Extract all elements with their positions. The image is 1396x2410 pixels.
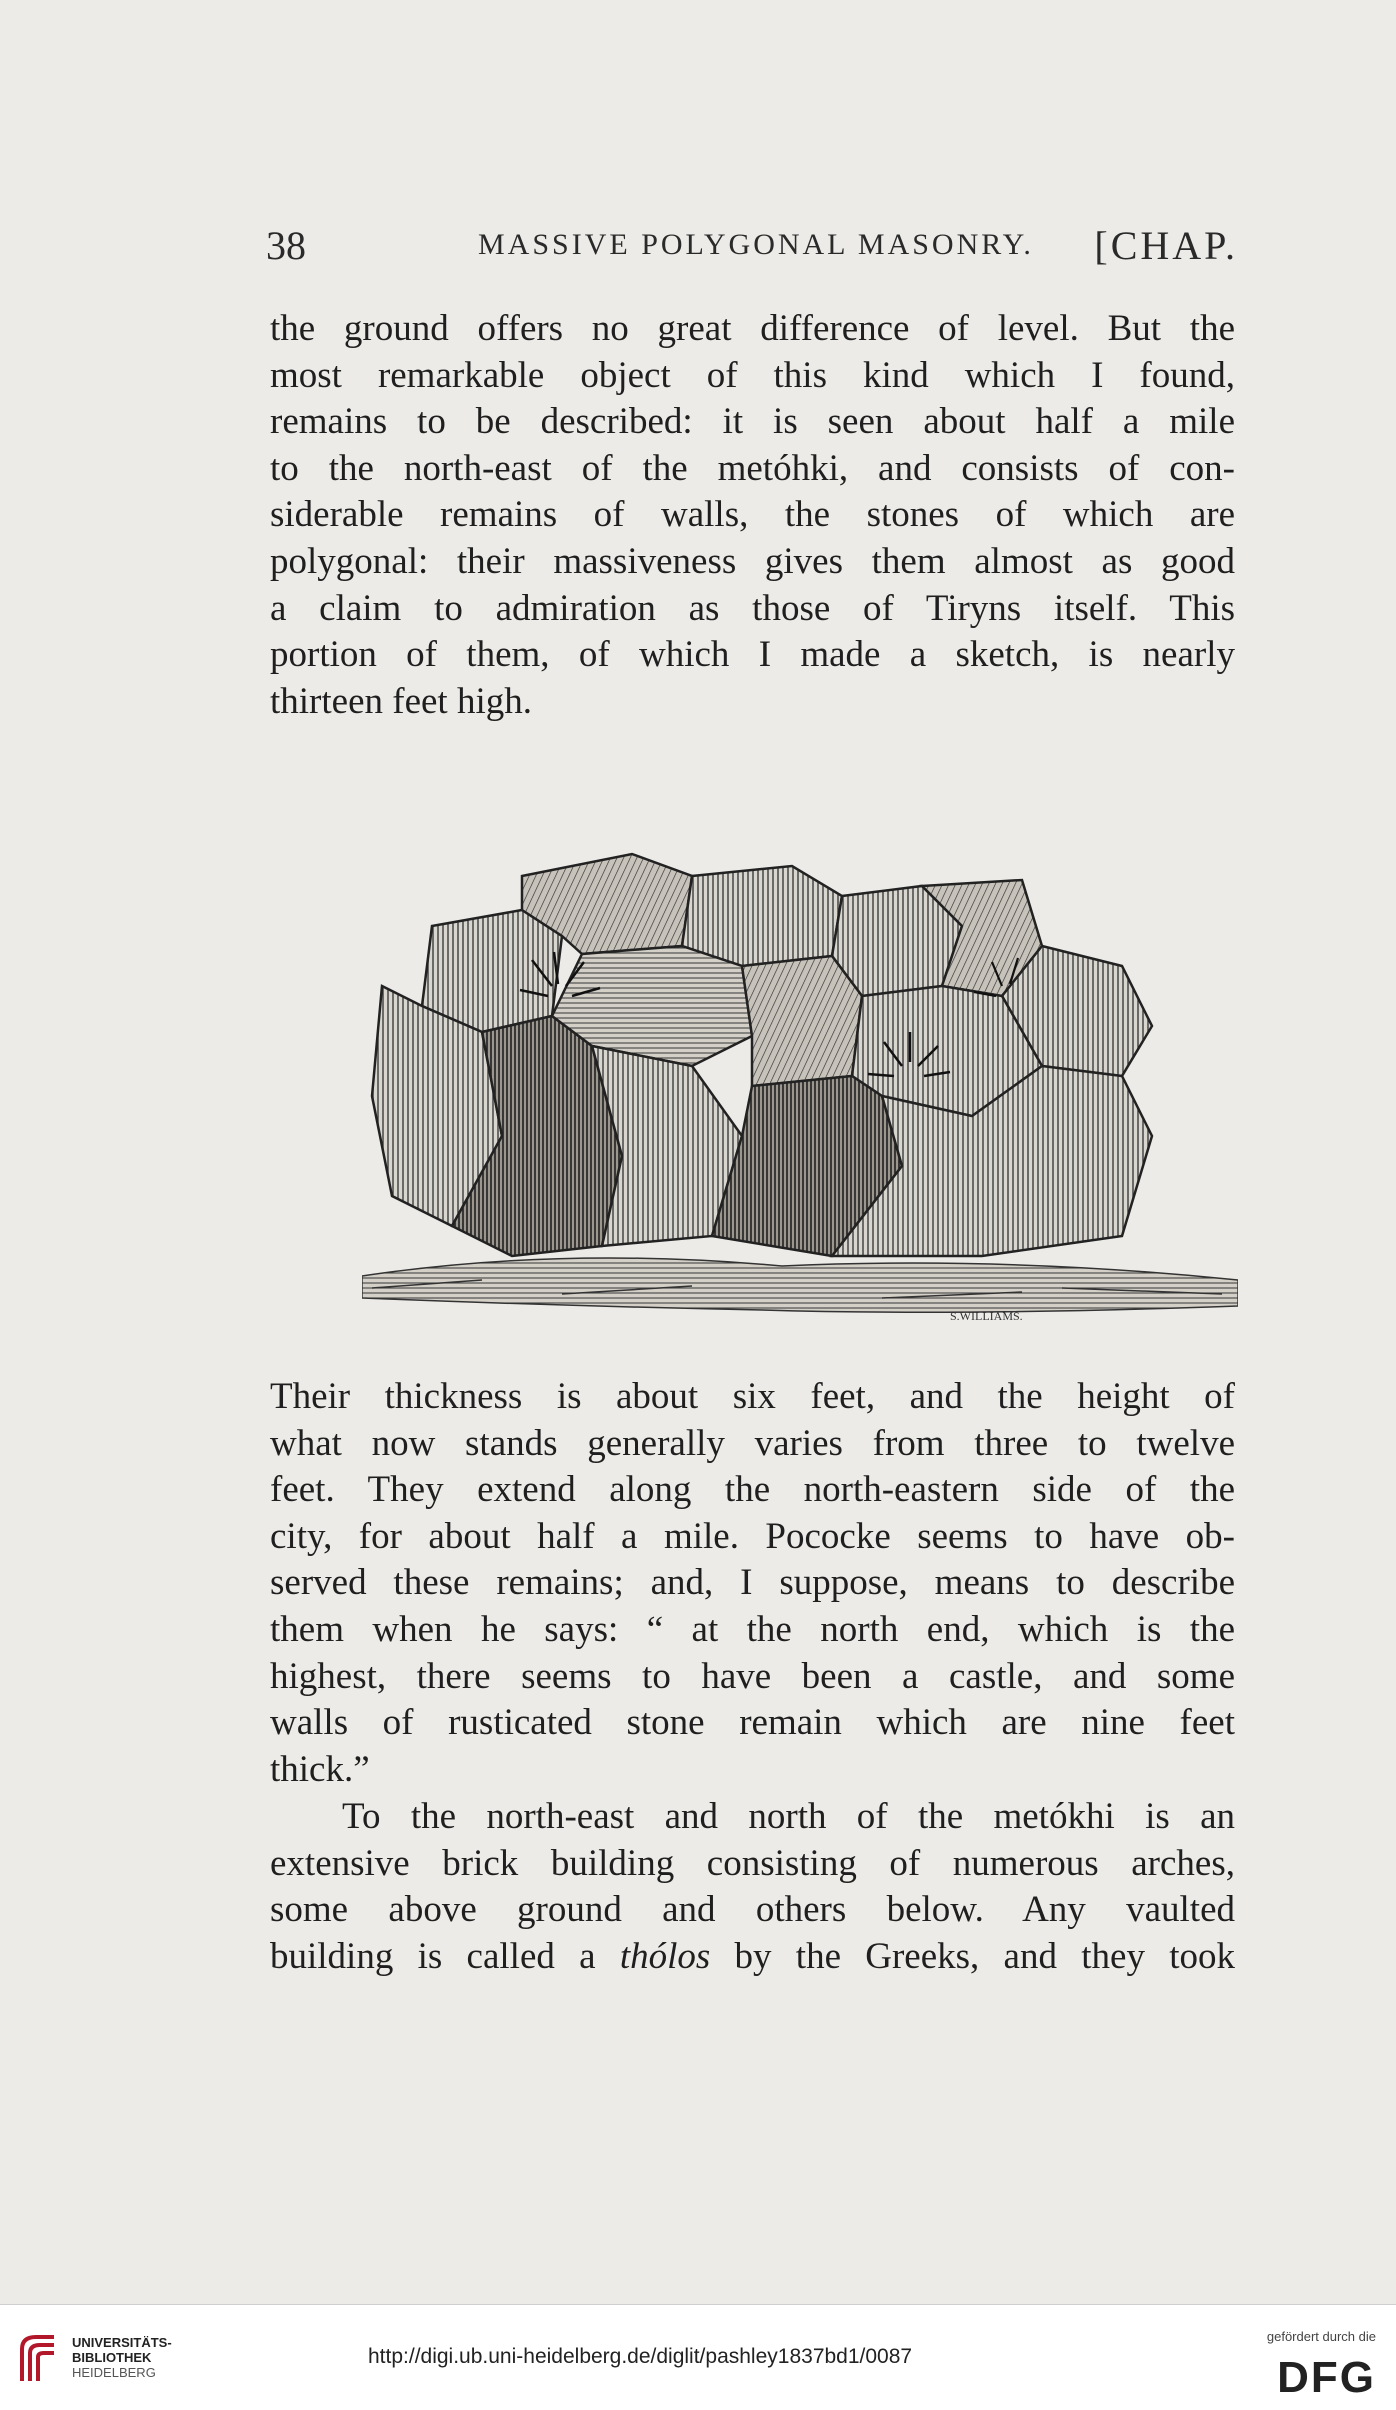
- library-name: [72, 2335, 172, 2380]
- text-line: some above ground and others below. Any vaulted: [270, 1889, 1235, 1931]
- text-line: feet. They extend along the north-eastern side of the: [270, 1469, 1235, 1511]
- library-name-line: UNIVERSITÄTS-: [72, 2335, 172, 2350]
- text-line: Their thickness is about six feet, and the height of: [270, 1376, 1235, 1417]
- paragraph-3: [270, 1794, 1235, 1980]
- text-line: walls of rusticated stone remain which are nine feet: [270, 1702, 1235, 1744]
- paragraph-2: [270, 1374, 1235, 1793]
- running-title: MASSIVE POLYGONAL MASONRY.: [478, 228, 1034, 261]
- chapter-marker: [CHAP.: [1094, 223, 1238, 268]
- library-name-line: BIBLIOTHEK: [72, 2350, 152, 2365]
- text-line: what now stands generally varies from three to twelve: [270, 1422, 1235, 1464]
- engraver-signature: S.WILLIAMS.: [950, 1309, 1023, 1323]
- text-line: To the north-east and north of the metókhi is an: [342, 1796, 1235, 1837]
- text-line: thirteen feet high.: [270, 680, 532, 722]
- funding-note: gefördert durch die: [1266, 2329, 1376, 2344]
- text-line: them when he says: “ at the north end, which is the: [270, 1608, 1235, 1650]
- text-line: remains to be described: it is seen about half a mile: [270, 401, 1235, 443]
- text-line: the ground offers no great difference of level. But the: [270, 308, 1235, 349]
- library-logo-icon: [14, 2331, 60, 2387]
- text-line: served these remains; and, I suppose, means to describe: [270, 1562, 1235, 1604]
- text-line: portion of them, of which I made a sketch, is nearly: [270, 634, 1235, 676]
- digitization-footer: [0, 2304, 1396, 2410]
- dfg-logo: DFG: [1277, 2353, 1376, 2402]
- text-line: siderable remains of walls, the stones of which are: [270, 494, 1235, 536]
- text-line: to the north-east of the metóhki, and consists of con-: [270, 447, 1235, 489]
- text-line: polygonal: their massiveness gives them almost as good: [270, 540, 1235, 582]
- text-fragment: building is called a: [270, 1935, 620, 1977]
- text-fragment: by the Greeks, and they took: [710, 1935, 1235, 1977]
- text-line: highest, there seems to have been a castle, and some: [270, 1655, 1235, 1697]
- text-line: extensive brick building consisting of numerous arches,: [270, 1842, 1235, 1884]
- permalink-url[interactable]: http://digi.ub.uni-heidelberg.de/diglit/pashley1837bd1/0087: [368, 2345, 913, 2368]
- running-header: [266, 222, 1238, 272]
- page-number: 38: [266, 223, 306, 268]
- text-line: most remarkable object of this kind which I found,: [270, 354, 1235, 396]
- text-line: [270, 1934, 1235, 1981]
- masonry-engraving: [362, 836, 1238, 1326]
- italic-term: thólos: [619, 1935, 711, 1977]
- library-name-line: HEIDELBERG: [72, 2365, 156, 2380]
- text-line: a claim to admiration as those of Tiryns itself. This: [270, 587, 1235, 629]
- text-line: thick.”: [270, 1748, 370, 1790]
- text-line: city, for about half a mile. Pococke seems to have ob-: [270, 1515, 1235, 1557]
- paragraph-1: [270, 306, 1235, 725]
